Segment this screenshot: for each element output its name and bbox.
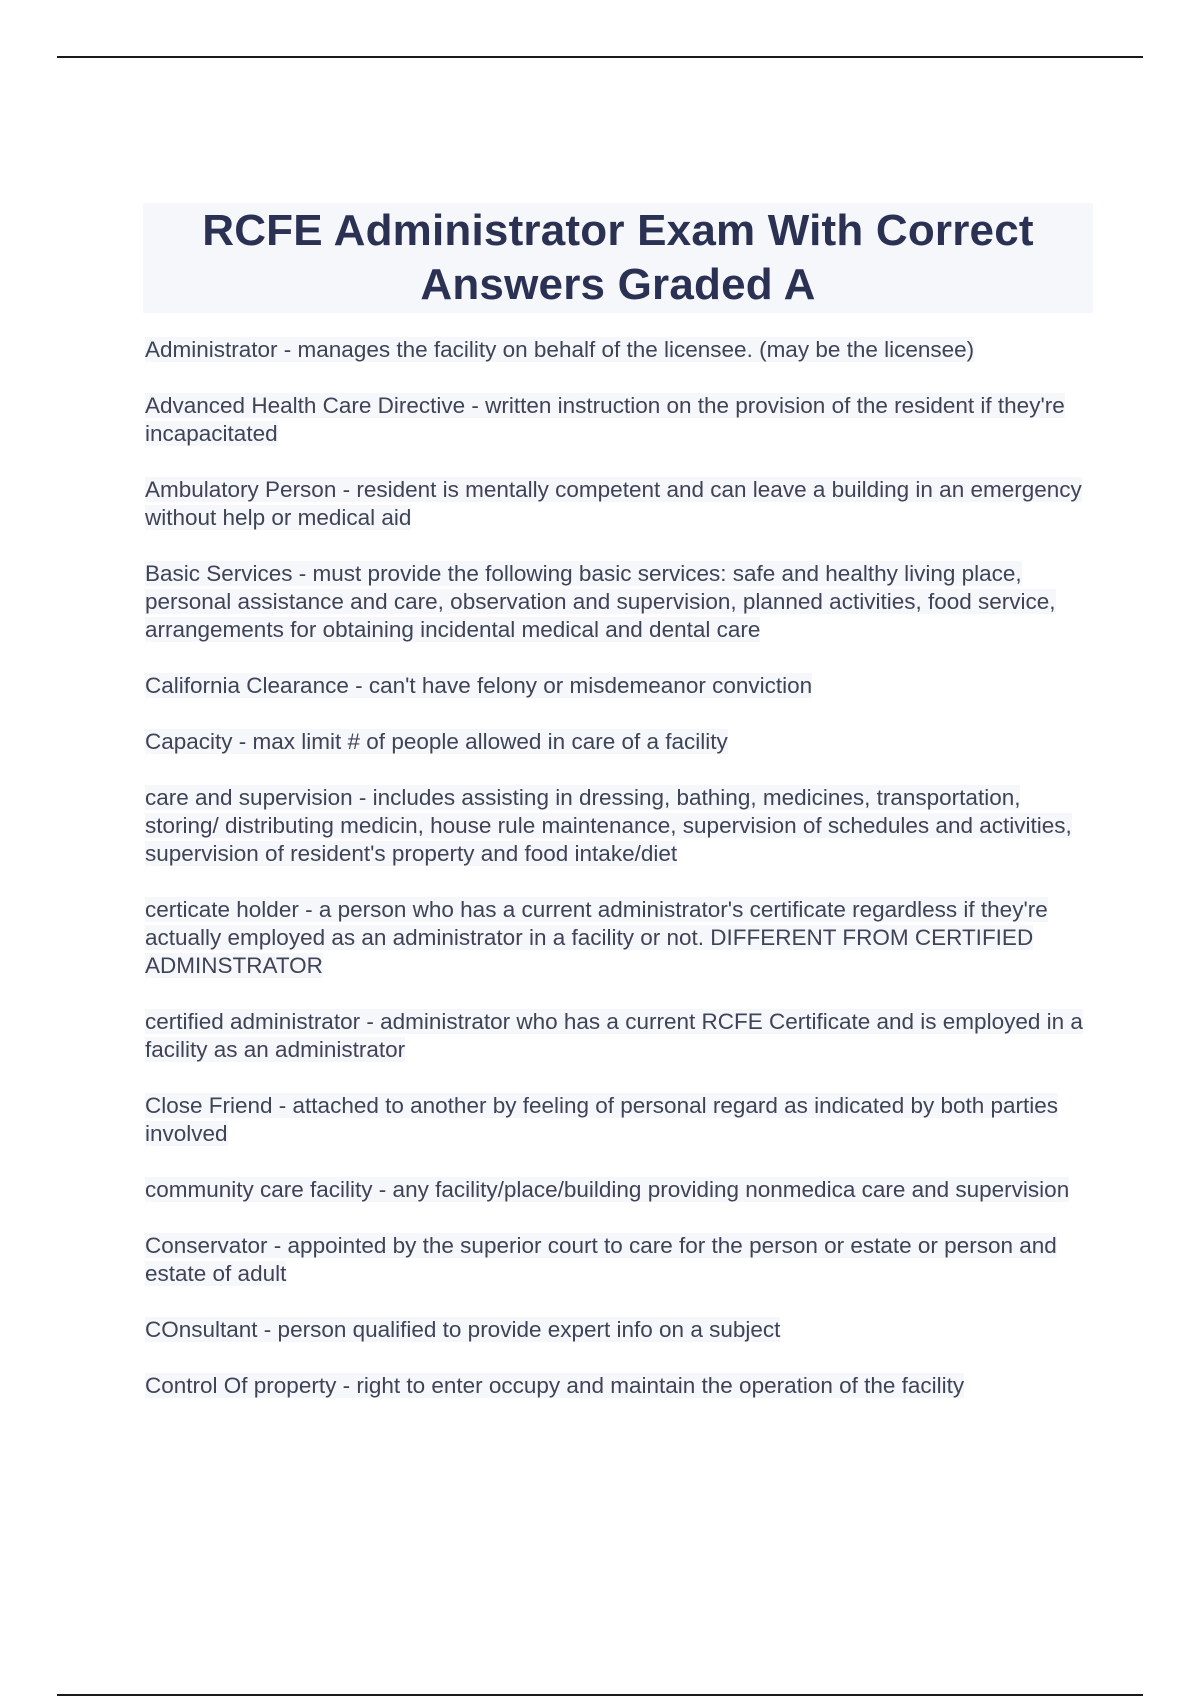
document-title: RCFE Administrator Exam With Correct Answers Graded A [202,206,1034,309]
entry-certified-administrator: certified administrator - administrator who has a current RCFE Certificate and is employed in a facility as an administrator [145,1009,1083,1062]
entry-community-care-facility: community care facility - any facility/place/building providing nonmedica care and supervision [145,1177,1070,1202]
entry-capacity: Capacity - max limit # of people allowed in care of a facility [145,729,728,754]
entry-california-clearance: California Clearance - can't have felony or misdemeanor conviction [145,673,813,698]
entry-control-of-property: Control Of property - right to enter occupy and maintain the operation of the facility [145,1373,965,1398]
title-box [143,203,1093,313]
entry-consultant: COnsultant - person qualified to provide expert info on a subject [145,1317,781,1342]
entry-list [145,336,1095,1428]
entry-close-friend: Close Friend - attached to another by feeling of personal regard as indicated by both parties involved [145,1093,1059,1146]
entry-conservator: Conservator - appointed by the superior court to care for the person or estate or person and estate of adult [145,1233,1057,1286]
entry-basic-services: Basic Services - must provide the following basic services: safe and healthy living place, personal assistance and care, observation and supervision, planned activities, food service, arrangements for obtaining incidental medical and dental care [145,561,1056,642]
entry-care-and-supervision: care and supervision - includes assisting in dressing, bathing, medicines, transportation, storing/ distributing medicin, house rule maintenance, supervision of schedules and activities, supervision of resident's property and food intake/diet [145,785,1072,866]
entry-ambulatory-person: Ambulatory Person - resident is mentally competent and can leave a building in an emergency without help or medical aid [145,477,1082,530]
entry-certificate-holder: certicate holder - a person who has a current administrator's certificate regardless if they're actually employed as an administrator in a facility or not. DIFFERENT FROM CERTIFIED ADMINSTRATOR [145,897,1048,978]
entry-administrator: Administrator - manages the facility on behalf of the licensee. (may be the licensee) [145,337,975,362]
top-rule [57,56,1143,58]
bottom-rule [57,1694,1143,1696]
entry-advanced-health-care-directive: Advanced Health Care Directive - written instruction on the provision of the resident if they're incapacitated [145,393,1065,446]
